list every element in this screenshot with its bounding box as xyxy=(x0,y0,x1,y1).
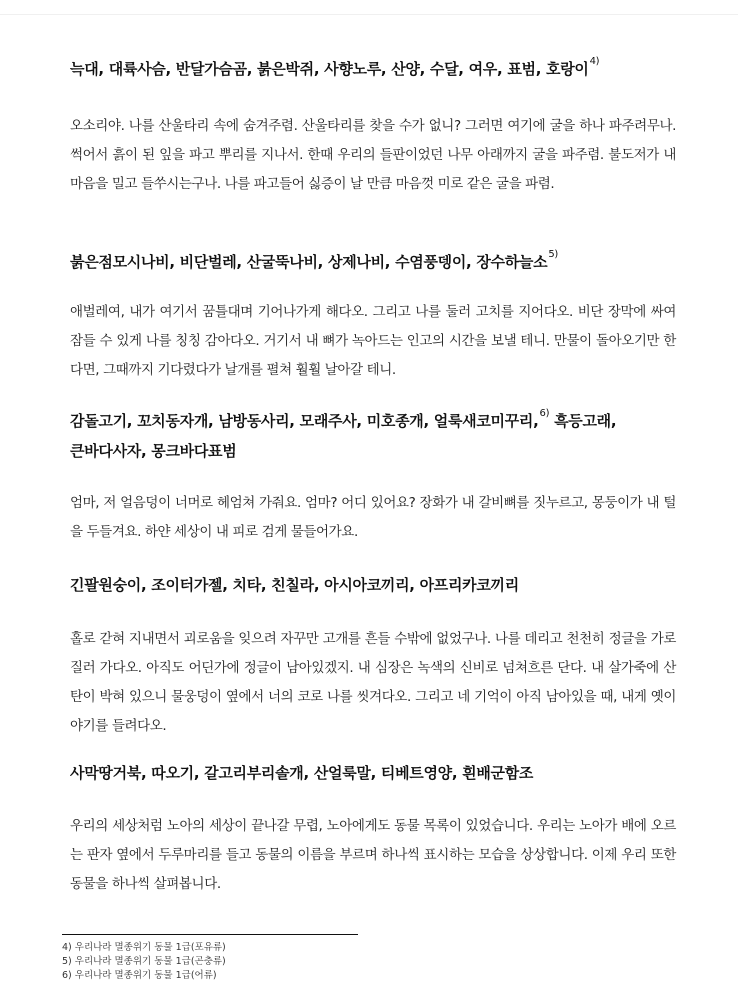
section-1-heading-text: 늑대, 대륙사슴, 반달가슴곰, 붉은박쥐, 사향노루, 산양, 수달, 여우, 표범, 호랑이 xyxy=(70,60,589,78)
section-2-paragraph: 애벌레여, 내가 여기서 꿈틀대며 기어나가게 해다오. 그리고 나를 둘러 고치를 지어다오. 비단 장막에 싸여 잠들 수 있게 나를 칭칭 감아다오. 거기서 내 뼈가 녹아드는 인고의 시간을 보낼 테니. 만물이 돌아오기만 한다면, 그때까지 기다렸다가 날개를 펼쳐 훨훨 날아갈 테니. xyxy=(70,304,676,378)
section-5-paragraph: 우리의 세상처럼 노아의 세상이 끝나갈 무렵, 노아에게도 동물 목록이 있었습니다. 우리는 노아가 배에 오르는 판자 옆에서 두루마리를 들고 동물의 이름을 부르며 하나씩 표시하는 모습을 상상합니다. 이제 우리 또한 동물을 하나씩 살펴봅니다. xyxy=(70,818,676,892)
section-3-heading-text: 감돌고기, 꼬치동자개, 남방동사리, 모래주사, 미호종개, 얼룩새코미꾸리, xyxy=(70,412,539,430)
footnote-ref-4[interactable]: 4) xyxy=(589,56,600,67)
footnote-6: 6) 우리나라 멸종위기 동물 1급(어류) xyxy=(62,970,217,981)
footnote-5: 5) 우리나라 멸종위기 동물 1급(곤충류) xyxy=(62,956,226,967)
section-3-paragraph: 엄마, 저 얼음덩이 너머로 헤엄쳐 가줘요. 엄마? 어디 있어요? 장화가 내 갈비뼈를 짓누르고, 몽둥이가 내 털을 두들겨요. 하얀 세상이 내 피로 검게 물들어가요. xyxy=(70,495,676,540)
section-2-heading xyxy=(70,247,670,277)
section-5-heading: 사막땅거북, 따오기, 갈고리부리솔개, 산얼룩말, 티베트영양, 흰배군함조 xyxy=(70,764,534,782)
section-1-heading xyxy=(70,54,670,84)
section-4-heading: 긴팔원숭이, 조이터가젤, 치타, 친칠라, 아시아코끼리, 아프리카코끼리 xyxy=(70,576,519,594)
footnote-ref-6[interactable]: 6) xyxy=(539,408,550,419)
footnote-ref-5[interactable]: 5) xyxy=(548,249,558,260)
section-3-heading-text-cont: 흑등고래, xyxy=(549,412,617,430)
section-3-heading xyxy=(70,406,670,466)
section-1-paragraph: 오소리야. 나를 산울타리 속에 숨겨주렴. 산울타리를 찾을 수가 없니? 그러면 여기에 굴을 하나 파주려무나. 썩어서 흙이 된 잎을 파고 뿌리를 지나서. 한때 우리의 들판이었던 나무 아래까지 굴을 파주렴. 불도저가 내 마음을 밀고 들쑤시는구나. 나를 파고들어 싫증이 날 만큼 마음껏 미로 같은 굴을 파렴. xyxy=(70,118,676,192)
section-2-heading-text: 붉은점모시나비, 비단벌레, 산굴뚝나비, 상제나비, 수염풍뎅이, 장수하늘소 xyxy=(70,253,548,271)
footnote-4: 4) 우리나라 멸종위기 동물 1급(포유류) xyxy=(62,942,226,953)
footnotes xyxy=(62,941,462,983)
section-3-heading-line-2: 큰바다사자, 몽크바다표범 xyxy=(70,442,237,460)
footnote-separator xyxy=(62,934,358,935)
section-4-paragraph: 홀로 갇혀 지내면서 괴로움을 잊으려 자꾸만 고개를 흔들 수밖에 없었구나. 나를 데리고 천천히 정글을 가로질러 가다오. 아직도 어딘가에 정글이 남아있겠지. 내 심장은 녹색의 신비로 넘쳐흐른 단다. 내 살가죽에 산탄이 박혀 있으니 물웅덩이 옆에서 너의 코로 나를 씻겨다오. 그리고 네 기억이 아직 남아있을 때, 내게 옛이야기를 들려다오. xyxy=(70,631,676,734)
